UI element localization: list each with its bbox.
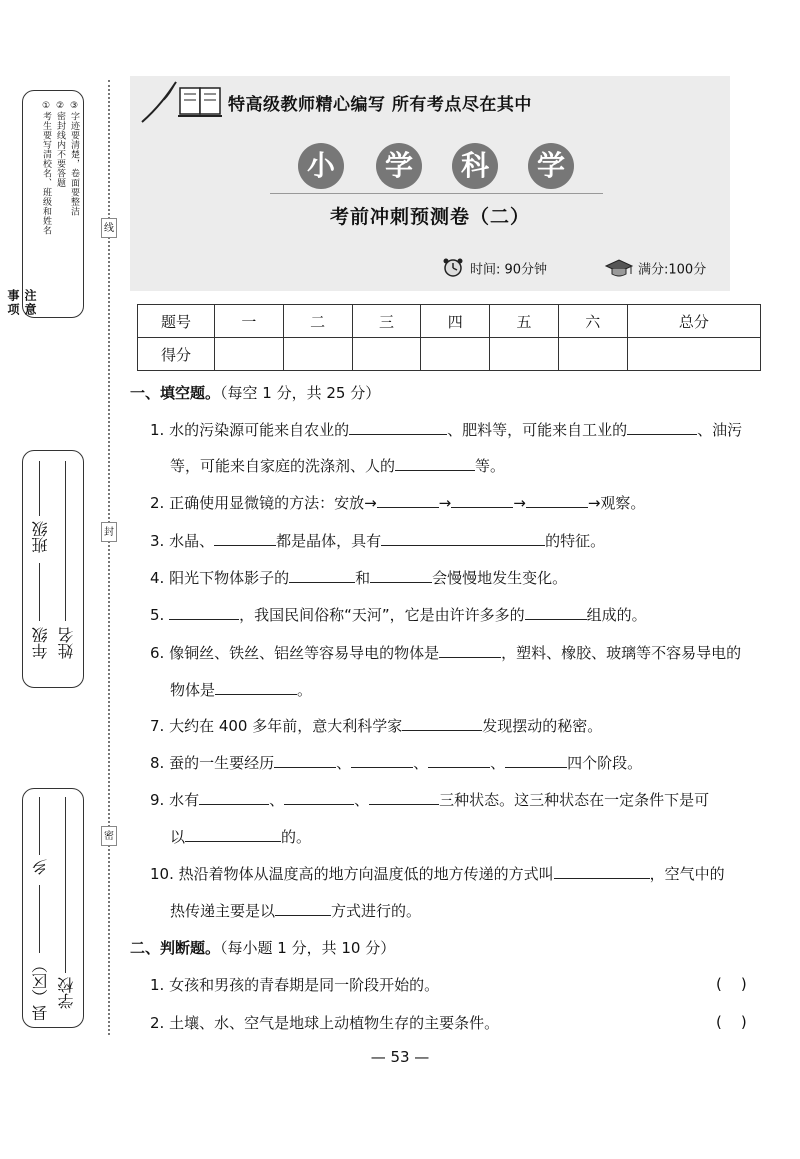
q6-text-c: 物体是 xyxy=(170,681,216,699)
score-table xyxy=(137,304,761,371)
q4-text-c: 会慢慢地发生变化。 xyxy=(432,569,568,587)
q9-sep-1: 、 xyxy=(269,791,285,809)
name-line[interactable] xyxy=(65,461,66,621)
q5-blank-2[interactable] xyxy=(525,605,587,620)
score-table-score-row xyxy=(138,338,761,371)
q5-text-c: 组成的。 xyxy=(586,606,647,624)
question-10 xyxy=(150,864,725,884)
class-label: 班级 xyxy=(31,521,50,553)
header-cell-total: 总分 xyxy=(627,305,760,338)
q6-blank-2[interactable] xyxy=(215,680,297,695)
clock-icon xyxy=(440,258,466,282)
q4-text-b: 和 xyxy=(355,569,371,587)
question-1-cont xyxy=(170,456,505,476)
q1-text-d: 等，可能来自家庭的洗涤剂、人的 xyxy=(170,457,396,475)
q10-text-b: ，空气中的 xyxy=(649,865,725,883)
q1-text-b: 、肥料等，可能来自工业的 xyxy=(447,421,628,439)
town-line[interactable] xyxy=(39,797,40,855)
question-9-cont xyxy=(170,827,311,847)
score-cell-1[interactable] xyxy=(215,338,284,371)
section2-title: 二、判断题。 xyxy=(130,939,221,957)
q4-text-a: 4. 阳光下物体影子的 xyxy=(150,569,290,587)
question-7 xyxy=(150,716,602,736)
q3-text-c: 的特征。 xyxy=(545,532,606,550)
q3-text-b: 都是晶体，具有 xyxy=(276,532,382,550)
section2-heading xyxy=(130,937,395,958)
header-cell-3: 三 xyxy=(352,305,421,338)
q5-text-b: ，我国民间俗称“天河”，它是由许许多多的 xyxy=(239,606,525,624)
q10-blank-1[interactable] xyxy=(554,864,650,879)
question-8 xyxy=(150,753,642,773)
score-cell-6[interactable] xyxy=(558,338,627,371)
q8-sep-1: 、 xyxy=(336,754,352,772)
q8-text-b: 四个阶段。 xyxy=(567,754,643,772)
county-line[interactable] xyxy=(39,885,40,953)
q10-text-a: 10. 热沿着物体从温度高的地方向温度低的地方传递的方式叫 xyxy=(150,865,554,883)
q5-text-a: 5. xyxy=(150,606,165,624)
subject-char-4: 学 xyxy=(528,143,574,189)
q1-text-c: 、油污 xyxy=(697,421,743,439)
q6-blank-1[interactable] xyxy=(439,643,501,658)
header-cell-4: 四 xyxy=(421,305,490,338)
question-4 xyxy=(150,568,567,588)
q2-text-a: 2. 正确使用显微镜的方法：安放→ xyxy=(150,494,377,512)
notice-box xyxy=(6,90,84,318)
q1-text-e: 等。 xyxy=(475,457,506,475)
q8-sep-2: 、 xyxy=(413,754,429,772)
section1-note: （每空 1 分，共 25 分） xyxy=(220,384,381,402)
notice-item-2: ②密封线内不要答题 xyxy=(55,101,65,188)
page-number: — 53 — xyxy=(370,1048,430,1066)
q7-text-a: 7. 大约在 400 多年前，意大利科学家 xyxy=(150,717,403,735)
q10-text-d: 方式进行的。 xyxy=(331,902,422,920)
q2-arrow-1: → xyxy=(438,494,452,512)
q6-text-d: 。 xyxy=(297,681,313,699)
header-cell-1: 一 xyxy=(215,305,284,338)
score-cell-2[interactable] xyxy=(283,338,352,371)
subject-char-3: 科 xyxy=(452,143,498,189)
notice-item-3: ③字迹要清楚，卷面要整洁 xyxy=(69,101,79,216)
header-cell-label: 题号 xyxy=(138,305,215,338)
question-9 xyxy=(150,790,709,810)
subject-char-1: 小 xyxy=(298,143,344,189)
q8-blank-3[interactable] xyxy=(428,753,490,768)
question-5 xyxy=(150,605,647,625)
town-label: 乡 xyxy=(31,859,50,875)
q2-arrow-2: → xyxy=(513,494,526,512)
score-cell-3[interactable] xyxy=(352,338,421,371)
header-cell-2: 二 xyxy=(283,305,352,338)
q9-sep-2: 、 xyxy=(354,791,370,809)
section1-heading xyxy=(130,382,380,403)
title-rule xyxy=(270,193,603,194)
class-info-box xyxy=(22,450,84,688)
score-cell-4[interactable] xyxy=(421,338,490,371)
section2-note: （每小题 1 分，共 10 分） xyxy=(220,939,396,957)
cut-label-seal: 封 xyxy=(101,522,117,542)
cut-label-secret: 密 xyxy=(101,826,117,846)
subject-char-2: 学 xyxy=(376,143,422,189)
q8-text-a: 8. 蚕的一生要经历 xyxy=(150,754,275,772)
q9-text-a: 9. 水有 xyxy=(150,791,200,809)
score-cell-label: 得分 xyxy=(138,338,215,371)
q4-blank-1[interactable] xyxy=(289,568,355,583)
score-cell-total[interactable] xyxy=(627,338,760,371)
q4-blank-2[interactable] xyxy=(370,568,432,583)
q1-blank-1[interactable] xyxy=(349,420,447,435)
q8-sep-3: 、 xyxy=(490,754,506,772)
full-score xyxy=(604,258,706,282)
question-6-cont xyxy=(170,680,312,700)
full-score-text: 满分:100分 xyxy=(638,262,707,278)
grade-line[interactable] xyxy=(39,563,40,621)
slogan: 特高级教师精心编写 所有考点尽在其中 xyxy=(228,95,532,115)
q7-blank-1[interactable] xyxy=(402,716,482,731)
q9-text-c: 以 xyxy=(170,828,186,846)
graduation-cap-icon xyxy=(604,258,634,282)
q9-blank-4[interactable] xyxy=(185,827,281,842)
question-1 xyxy=(150,420,742,440)
q10-blank-2[interactable] xyxy=(275,901,331,916)
q3-text-a: 3. 水晶、 xyxy=(150,532,215,550)
q3-blank-2[interactable] xyxy=(381,531,545,546)
q8-blank-4[interactable] xyxy=(505,753,567,768)
school-line[interactable] xyxy=(65,797,66,973)
school-info-box xyxy=(22,788,84,1028)
section1-title: 一、填空题。 xyxy=(130,384,221,402)
question-10-cont xyxy=(170,901,421,921)
county-label: 县（区） xyxy=(31,957,50,1021)
q6-text-a: 6. 像铜丝、铁丝、铝丝等容易导电的物体是 xyxy=(150,644,440,662)
cut-label-line: 线 xyxy=(101,218,117,238)
judge-answer-1[interactable]: ( ) xyxy=(716,975,747,993)
q2-blank-1[interactable] xyxy=(377,493,439,508)
notice-title: 注意事项 xyxy=(6,289,37,317)
header-cell-6: 六 xyxy=(558,305,627,338)
school-label: 学校 xyxy=(57,977,76,1009)
q5-blank-1[interactable] xyxy=(169,605,239,620)
question-3 xyxy=(150,531,605,551)
book-quill-icon xyxy=(138,78,228,128)
score-table-header-row xyxy=(138,305,761,338)
q9-blank-3[interactable] xyxy=(369,790,439,805)
exam-title: 考前冲刺预测卷（二） xyxy=(330,206,531,228)
name-label: 姓名 xyxy=(57,627,76,659)
score-cell-5[interactable] xyxy=(490,338,559,371)
judge-answer-2[interactable]: ( ) xyxy=(716,1013,747,1031)
q7-text-b: 发现摆动的秘密。 xyxy=(482,717,603,735)
q1-text-a: 1. 水的污染源可能来自农业的 xyxy=(150,421,350,439)
q1-blank-3[interactable] xyxy=(395,456,475,471)
grade-label: 年级 xyxy=(31,627,50,659)
q6-text-b: ，塑料、橡胶、玻璃等不容易导电的 xyxy=(501,644,742,662)
question-2 xyxy=(150,493,645,513)
q1-blank-2[interactable] xyxy=(627,420,697,435)
class-line[interactable] xyxy=(39,461,40,516)
question-6 xyxy=(150,643,741,663)
exam-time-text: 时间: 90分钟 xyxy=(470,262,548,278)
q9-text-b: 三种状态。这三种状态在一定条件下是可 xyxy=(439,791,710,809)
notice-item-1: ①考生要写清校名、班级和姓名 xyxy=(41,101,51,235)
q8-blank-1[interactable] xyxy=(274,753,336,768)
q2-blank-3[interactable] xyxy=(526,493,588,508)
q2-blank-2[interactable] xyxy=(451,493,513,508)
q8-blank-2[interactable] xyxy=(351,753,413,768)
q10-text-c: 热传递主要是以 xyxy=(170,902,276,920)
q9-blank-2[interactable] xyxy=(284,790,354,805)
judge-question-1: 1. 女孩和男孩的青春期是同一阶段开始的。 xyxy=(150,976,440,994)
q3-blank-1[interactable] xyxy=(214,531,276,546)
judge-question-2: 2. 土壤、水、空气是地球上动植物生存的主要条件。 xyxy=(150,1014,500,1032)
q2-text-d: →观察。 xyxy=(587,494,646,512)
q9-blank-1[interactable] xyxy=(199,790,269,805)
header-cell-5: 五 xyxy=(490,305,559,338)
q9-text-d: 的。 xyxy=(281,828,312,846)
exam-time xyxy=(440,258,547,282)
